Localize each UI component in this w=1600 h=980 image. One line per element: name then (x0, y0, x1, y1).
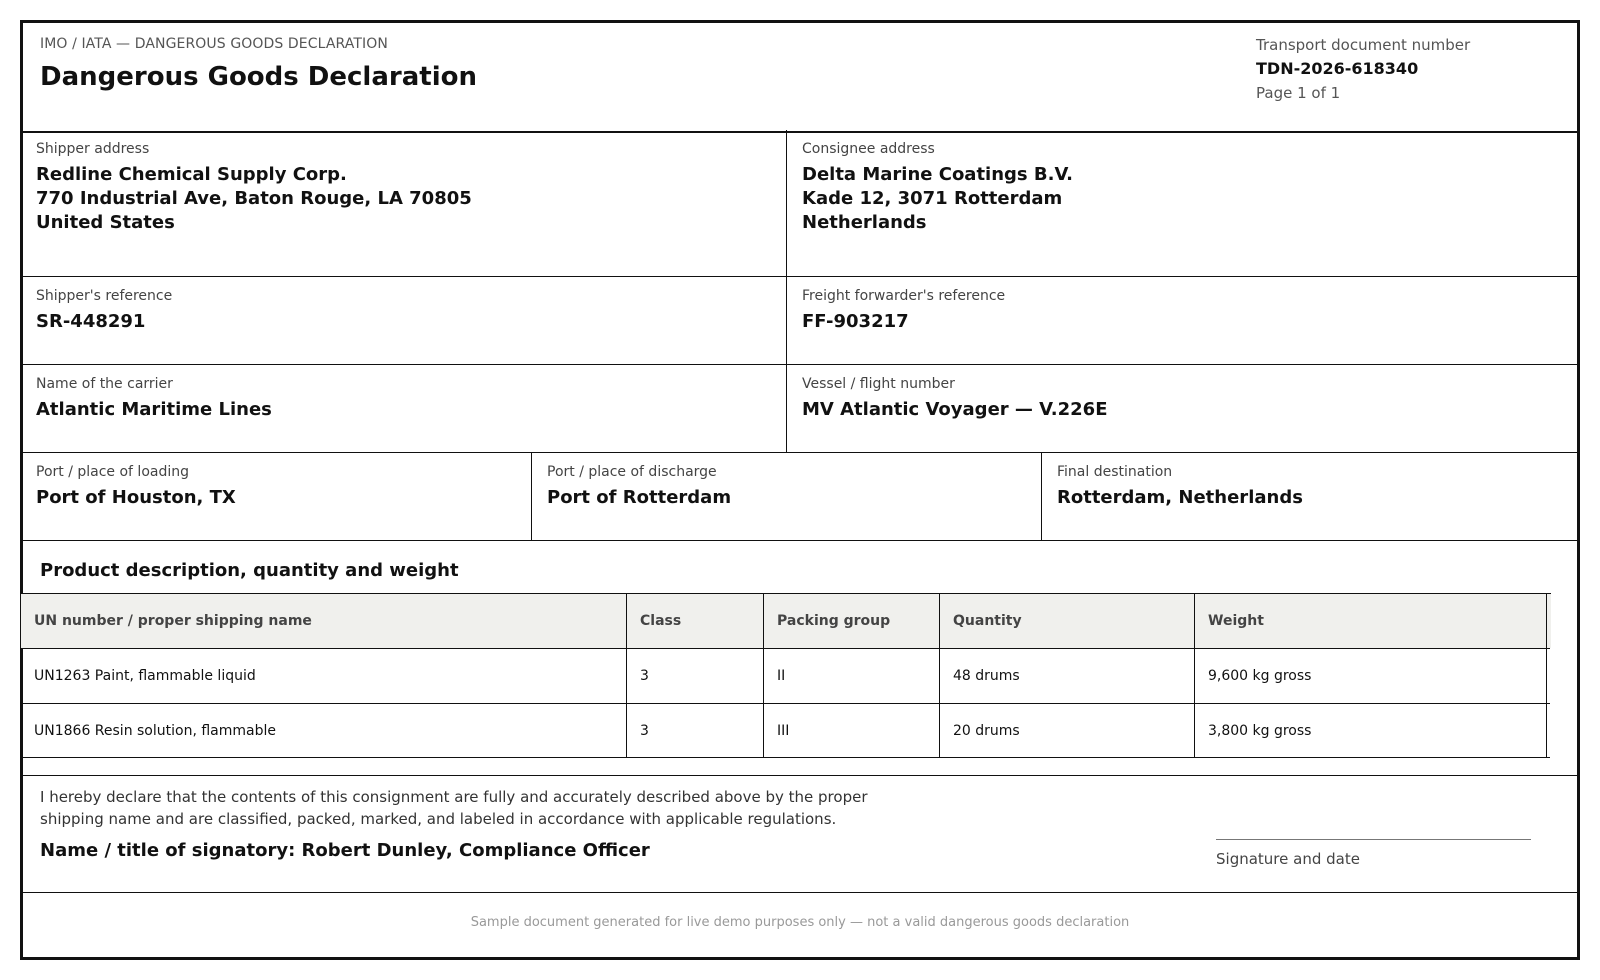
cell-weight: 9,600 kg gross (1195, 649, 1547, 703)
shipper-address-cell (23, 130, 787, 277)
document-kicker: IMO / IATA — DANGEROUS GOODS DECLARATION (40, 36, 388, 52)
vessel-label: Vessel / flight number (802, 376, 955, 392)
product-table-header (20, 593, 1551, 648)
declaration-text-line: I hereby declare that the contents of this consignment are fully and accurately described above by the proper (40, 788, 868, 806)
shipper-address-value (36, 163, 472, 235)
document-title: Dangerous Goods Declaration (40, 62, 477, 92)
carrier-label: Name of the carrier (36, 376, 173, 392)
consignee-address-line: Kade 12, 3071 Rotterdam (802, 188, 1063, 209)
cell-weight: 3,800 kg gross (1195, 704, 1547, 757)
port-of-loading-cell (23, 453, 532, 541)
column-header-weight: Weight (1195, 594, 1547, 648)
port-of-discharge-value: Port of Rotterdam (547, 487, 732, 508)
signatory-name-title: Name / title of signatory: Robert Dunley, Compliance Officer (40, 840, 650, 861)
shipper-address-label: Shipper address (36, 141, 150, 157)
column-header-packing-group: Packing group (764, 594, 940, 648)
shipper-address-line: 770 Industrial Ave, Baton Rouge, LA 70805 (36, 188, 472, 209)
consignee-address-value (802, 163, 1073, 235)
carrier-cell (23, 365, 787, 453)
shipper-reference-value: SR-448291 (36, 311, 146, 332)
vessel-value: MV Atlantic Voyager — V.226E (802, 399, 1108, 420)
shipper-reference-label: Shipper's reference (36, 288, 173, 304)
table-row (20, 703, 1550, 758)
transport-document-number-value: TDN-2026-618340 (1256, 59, 1419, 78)
column-header-class: Class (627, 594, 764, 648)
column-header-un-number: UN number / proper shipping name (20, 594, 627, 648)
product-table (20, 593, 1582, 759)
signature-line[interactable] (1216, 839, 1531, 840)
port-of-loading-value: Port of Houston, TX (36, 487, 236, 508)
shipper-address-line: Redline Chemical Supply Corp. (36, 164, 347, 185)
cell-quantity: 48 drums (940, 649, 1195, 703)
vessel-cell (787, 365, 1577, 453)
forwarder-reference-label: Freight forwarder's reference (802, 288, 1006, 304)
document-header (23, 23, 1577, 133)
cell-packing-group: II (764, 649, 940, 703)
consignee-address-line: Netherlands (802, 212, 927, 233)
declaration-text (40, 786, 940, 830)
page-indicator: Page 1 of 1 (1256, 84, 1341, 102)
declaration-text-line: shipping name and are classified, packed, marked, and labeled in accordance with applicable regulations. (40, 810, 837, 828)
final-destination-label: Final destination (1057, 464, 1173, 480)
shipper-address-line: United States (36, 212, 175, 233)
final-destination-cell (1042, 453, 1577, 541)
cell-shipping-name: UN1263 Paint, flammable liquid (20, 649, 627, 703)
forwarder-reference-cell (787, 277, 1577, 365)
product-section-title: Product description, quantity and weight (40, 560, 459, 581)
dangerous-goods-declaration-document (20, 20, 1580, 960)
final-destination-value: Rotterdam, Netherlands (1057, 487, 1303, 508)
port-of-discharge-cell (532, 453, 1042, 541)
consignee-address-cell (787, 130, 1577, 277)
carrier-value: Atlantic Maritime Lines (36, 399, 272, 420)
cell-quantity: 20 drums (940, 704, 1195, 757)
declaration-section (23, 775, 1577, 893)
consignee-address-line: Delta Marine Coatings B.V. (802, 164, 1073, 185)
signature-date-label: Signature and date (1216, 850, 1360, 868)
transport-document-number-label: Transport document number (1256, 36, 1471, 54)
consignee-address-label: Consignee address (802, 141, 935, 157)
cell-class: 3 (627, 649, 764, 703)
cell-class: 3 (627, 704, 764, 757)
demo-disclaimer-footer: Sample document generated for live demo purposes only — not a valid dangerous goods declaration (470, 915, 1130, 930)
table-row (20, 648, 1550, 703)
forwarder-reference-value: FF-903217 (802, 311, 909, 332)
cell-shipping-name: UN1866 Resin solution, flammable (20, 704, 627, 757)
cell-packing-group: III (764, 704, 940, 757)
column-header-quantity: Quantity (940, 594, 1195, 648)
port-of-discharge-label: Port / place of discharge (547, 464, 717, 480)
shipper-reference-cell (23, 277, 787, 365)
port-of-loading-label: Port / place of loading (36, 464, 190, 480)
